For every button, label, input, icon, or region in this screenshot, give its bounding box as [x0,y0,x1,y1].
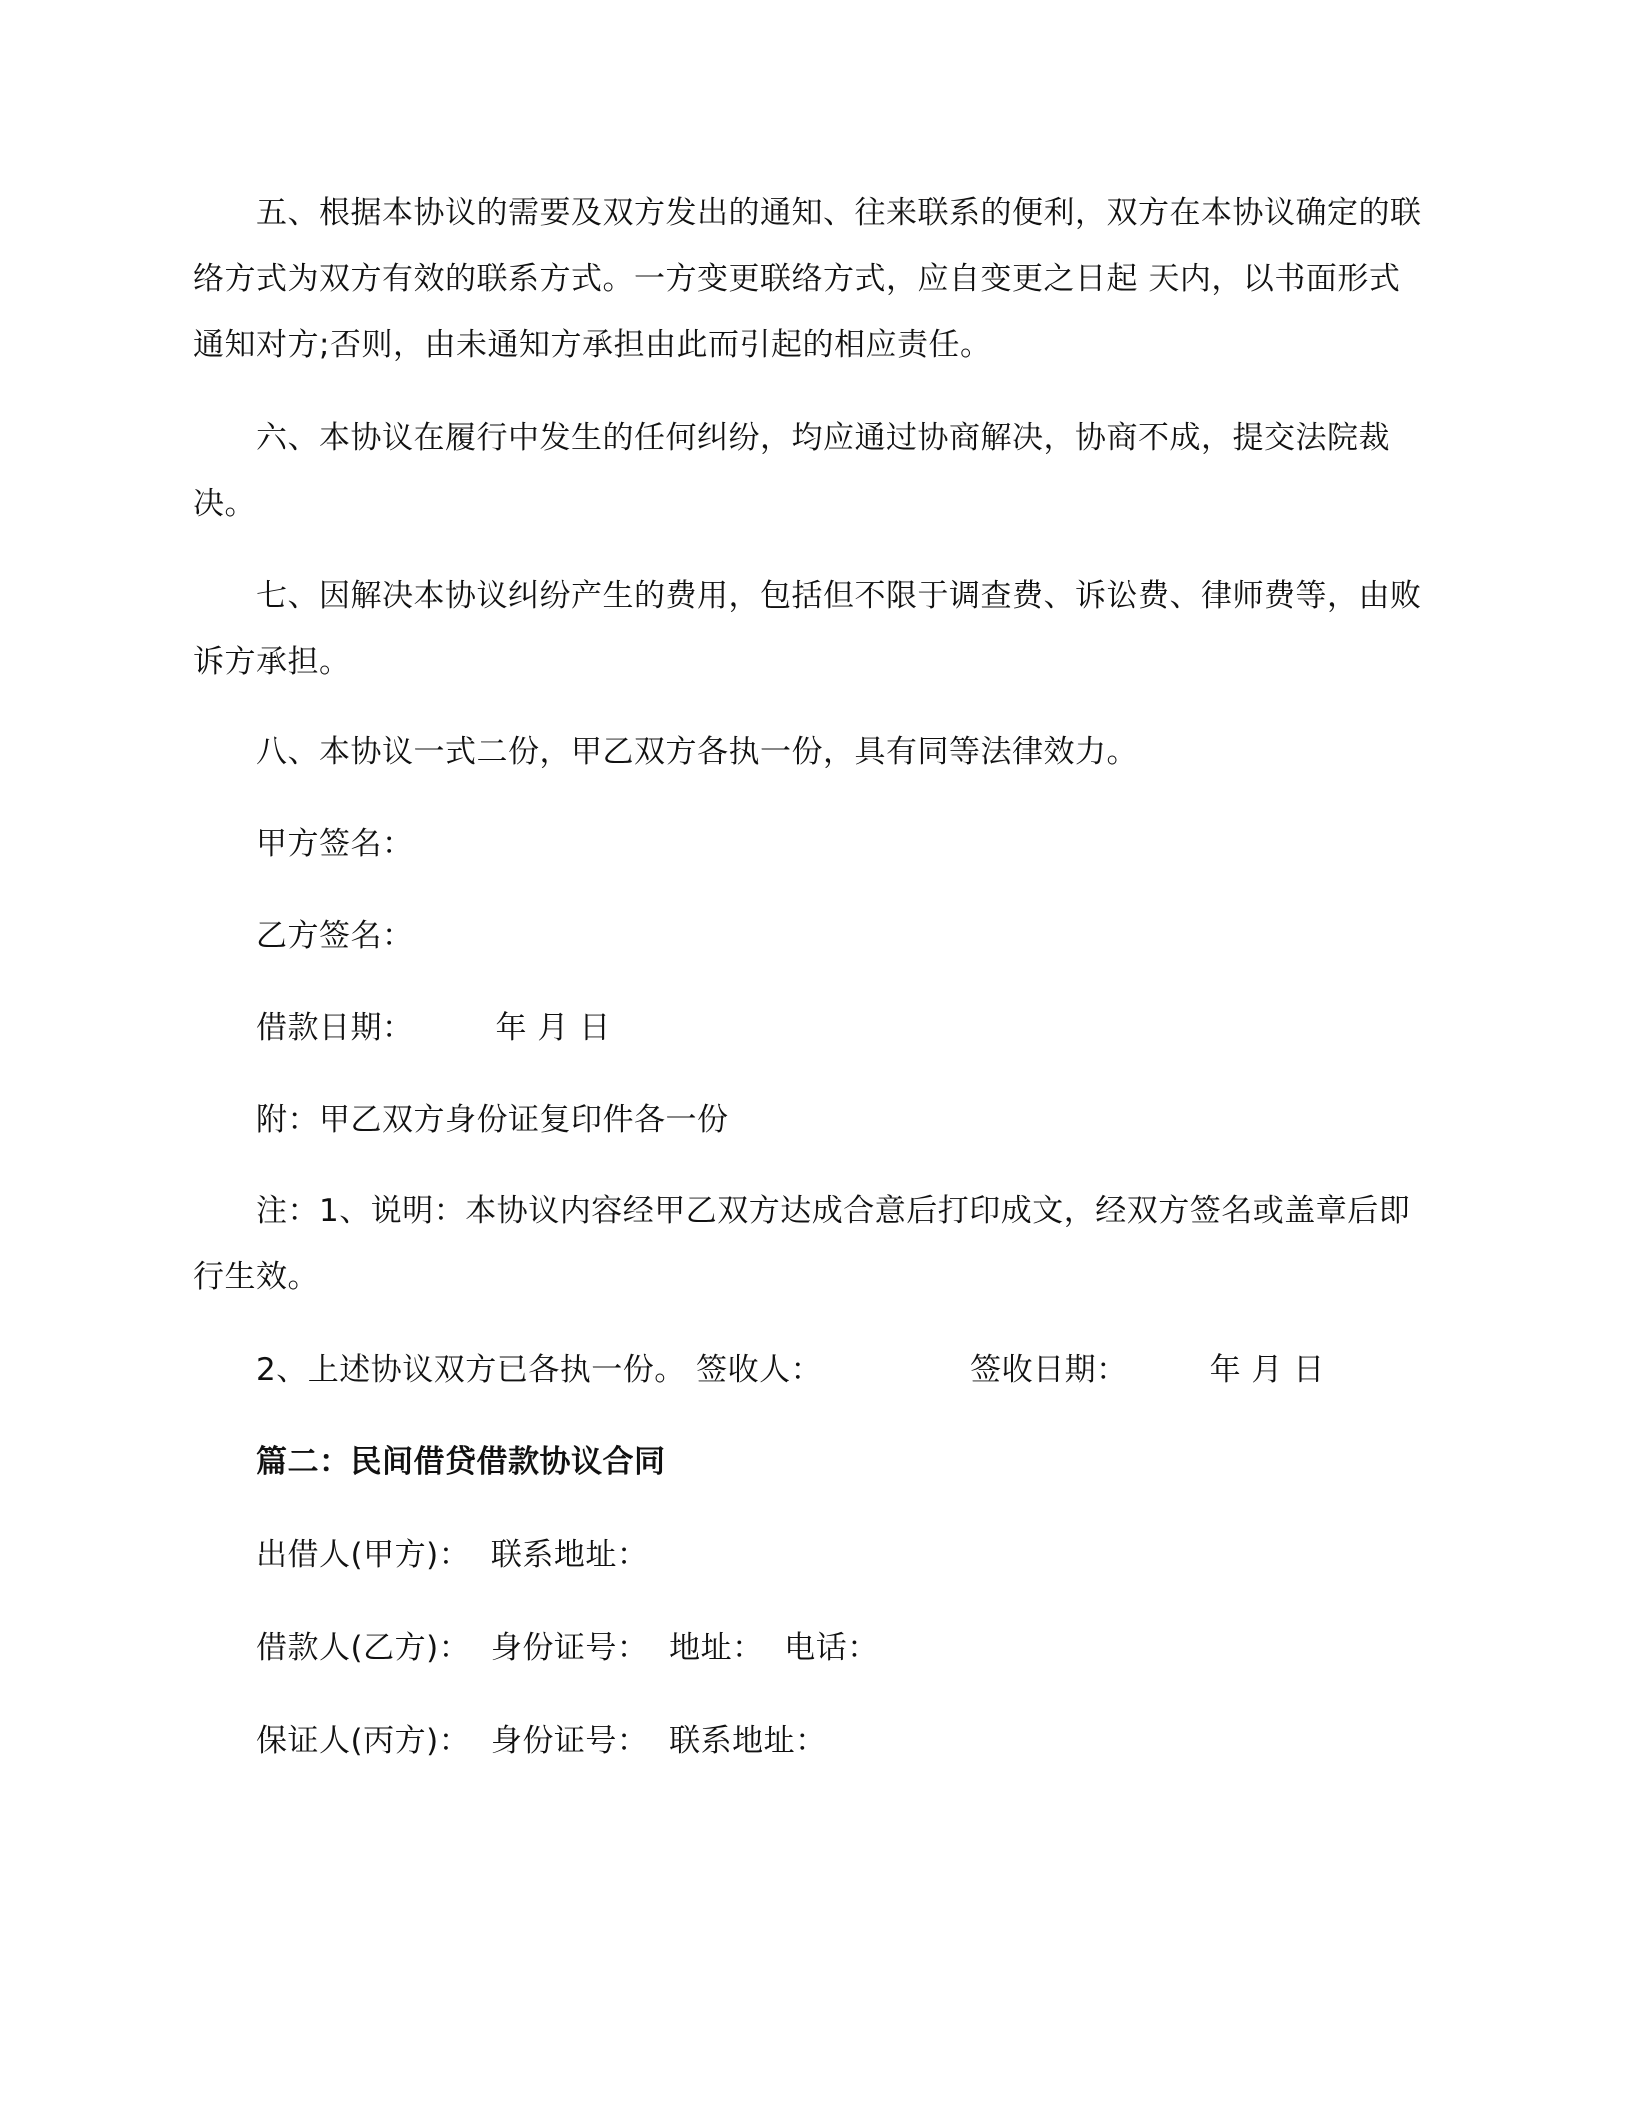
clause-8: 八、本协议一式二份，甲乙双方各执一份，具有同等法律效力。 [256,734,1138,770]
section-2-title: 篇二：民间借贷借款协议合同 [256,1444,666,1480]
guarantor-row: 保证人(丙方)： 身份证号： 联系地址： [256,1723,827,1759]
note-1: 注：1、说明：本协议内容经甲乙双方达成合意后打印成文，经双方签名或盖章后即行生效。 [193,1193,1411,1295]
clause-6: 六、本协议在履行中发生的任何纠纷，均应通过协商解决，协商不成，提交法院裁决。 [193,420,1390,522]
loan-date-value: 年 月 日 [495,1010,611,1046]
note-2-date-label: 签收日期： [970,1352,1128,1388]
party-b-signature: 乙方签名： [256,918,414,954]
note-2-date-value: 年 月 日 [1209,1352,1325,1388]
loan-date-row [256,1006,611,1050]
note-2-text: 2、上述协议双方已各执一份。 签收人： [256,1352,823,1388]
lender-row: 出借人(甲方)： 联系地址： [256,1537,649,1573]
attachment-note: 附：甲乙双方身份证复印件各一份 [256,1102,729,1138]
loan-date-label: 借款日期： [256,1010,414,1046]
party-a-signature: 甲方签名： [256,826,414,862]
note-2-row [256,1348,1325,1392]
borrower-row: 借款人(乙方)： 身份证号： 地址： 电话： [256,1630,879,1666]
clause-7: 七、因解决本协议纠纷产生的费用，包括但不限于调查费、诉讼费、律师费等，由败诉方承担。 [193,578,1422,680]
clause-5: 五、根据本协议的需要及双方发出的通知、往来联系的便利，双方在本协议确定的联络方式为双方有效的联系方式。一方变更联络方式，应自变更之日起 天内，以书面形式通知对方;否则，由未通知方承担由此而引起的相应责任。 [193,195,1422,363]
